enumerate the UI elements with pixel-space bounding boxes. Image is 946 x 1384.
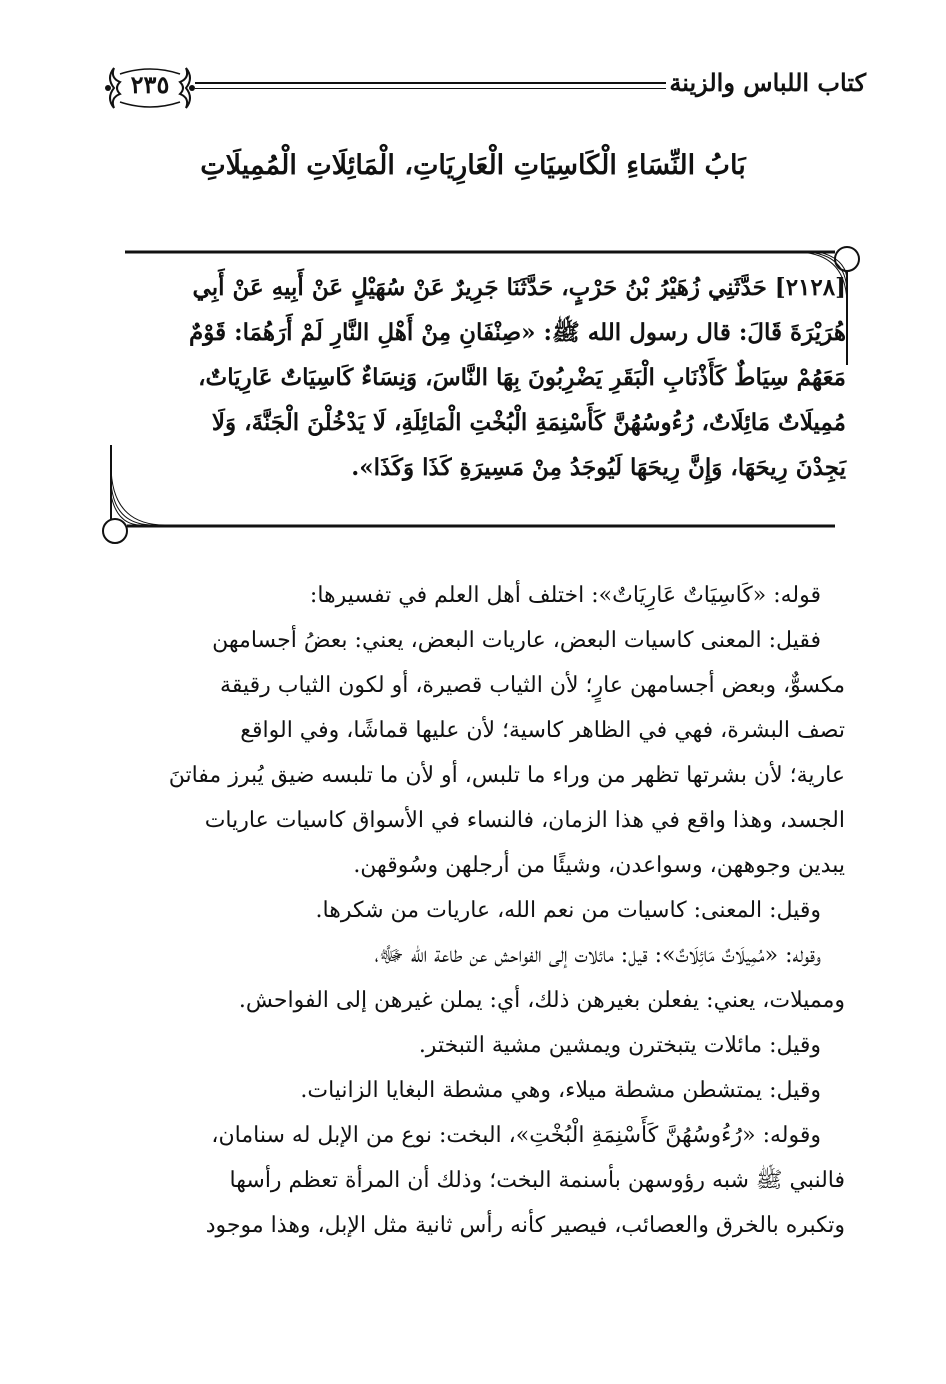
hadith-line: هُرَيْرَةَ قَالَ: قال رسول الله ﷺ: «صِنْفَانِ مِنْ أَهْلِ النَّارِ لَمْ أَرَهُمَا: قَوْمٌ [188,319,846,346]
page-header [100,60,866,116]
commentary-line: ومميلات، يعني: يفعلن بغيرهن ذلك، أي: يملن غيرهن إلى الفواحش. [238,988,845,1013]
commentary-line: يبدين وجوههن، وسواعدن، وشيئًا من أرجلهن وسُوقهن. [353,853,845,878]
commentary-line: فالنبي ﷺ شبه رؤوسهن بأسنمة البخت؛ وذلك أن المرأة تعظم رأسها [229,1168,845,1193]
commentary-line: وقوله: «رُءُوسُهُنَّ كَأَسْنِمَةِ الْبُخْتِ»، البخت: نوع من الإبل له سنامان، [211,1123,821,1148]
commentary-line: وقيل: يمتشطن مشطة ميلاء، وهي مشطة البغايا الزانيات. [300,1078,821,1103]
page-number: ٢٣٥ [130,70,170,99]
chapter-title: بَابُ النِّسَاءِ الْكَاسِيَاتِ الْعَارِيَاتِ، الْمَائِلَاتِ الْمُمِيلَاتِ [200,150,746,181]
commentary-line: فقيل: المعنى كاسيات البعض، عاريات البعض، يعني: بعضُ أجسامهن [212,628,821,653]
commentary [95,573,845,1248]
commentary-line: الجسد، وهذا واقع في هذا الزمان، فالنساء في الأسواق كاسيات عاريات [204,808,845,833]
commentary-line: تصف البشرة، فهي في الظاهر كاسية؛ لأن عليها قماشًا، وفي الواقع [240,718,845,743]
hadith-line: يَجِدْنَ رِيحَهَا، وَإِنَّ رِيحَهَا لَيُوجَدُ مِنْ مَسِيرَةِ كَذَا وَكَذَا». [351,454,846,481]
header-rule [195,82,666,89]
commentary-line: وقيل: مائلات يتبخترن ويمشين مشية التبختر. [418,1033,821,1058]
commentary-line: وقيل: المعنى: كاسيات من نعم الله، عاريات من شكرها. [315,898,821,923]
hadith-line: مُمِيلَاتٌ مَائِلَاتٌ، رُءُوسُهُنَّ كَأَسْنِمَةِ الْبُخْتِ الْمَائِلَةِ، لَا يَدْخُلْنَ الْجَنَّةَ، وَلَا [211,409,846,436]
book-title: كتاب اللباس والزينة [669,68,866,97]
hadith-text [118,265,846,490]
commentary-line: عارية؛ لأن بشرتها تظهر من وراء ما تلبس، أو لأن ما تلبسه ضيق يُبرز مفاتنَ [168,763,845,788]
page-number-ornament [100,60,200,116]
commentary-line: قوله: «كَاسِيَاتٌ عَارِيَاتٌ»: اختلف أهل العلم في تفسيرها: [309,583,821,608]
hadith-line: مَعَهُمْ سِيَاطٌ كَأَذْنَابِ الْبَقَرِ يَضْرِبُونَ بِهَا النَّاسَ، وَنِسَاءٌ كَاسِيَاتٌ عَارِيَاتٌ، [198,364,846,391]
commentary-line: وتكبره بالخرق والعصائب، فيصير كأنه رأس ثانية مثل الإبل، وهذا موجود [205,1213,845,1238]
commentary-line: وقوله: «مُمِيلَاتٌ مَائِلَاتٌ»: قيل: مائلات إلى الفواحش عن طاعة الله ﷻ، [374,943,821,968]
commentary-line: مكسوٌّ، وبعض أجسامهن عارٍ؛ لأن الثياب قصيرة، أو لكون الثياب رقيقة [220,673,845,698]
hadith-line: [٢١٢٨] حَدَّثَنِي زُهَيْرُ بْنُ حَرْبٍ، حَدَّثَنَا جَرِيرٌ عَنْ سُهَيْلٍ عَنْ أَبِيهِ عَنْ أَبِي [192,274,846,301]
